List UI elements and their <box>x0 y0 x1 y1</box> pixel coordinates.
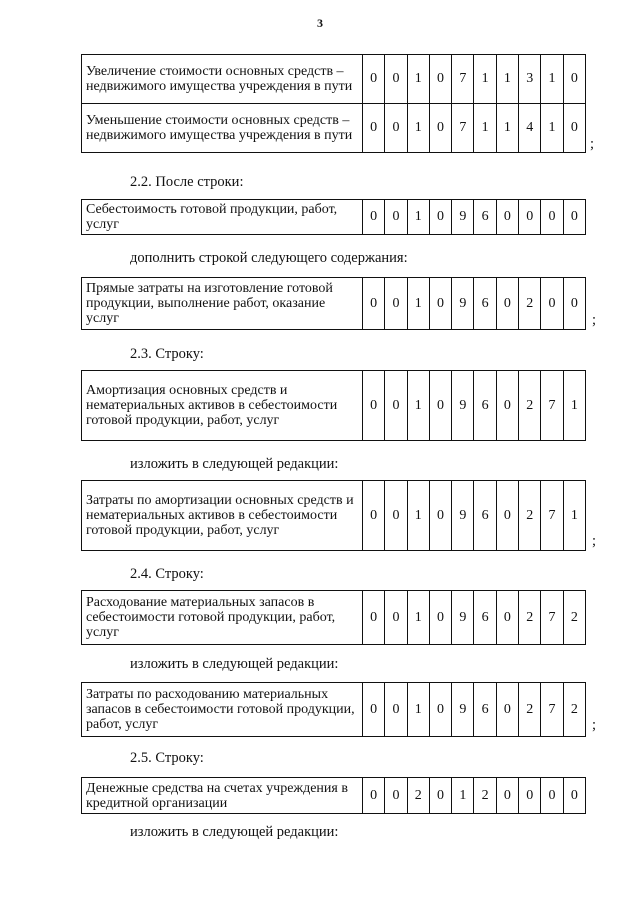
row-label: Увеличение стоимости основных средств – недвижимого имущества учреждения в пути <box>82 55 363 104</box>
code-digit: 9 <box>452 591 474 645</box>
instruction-text: 2.3. Строку: <box>130 346 204 362</box>
account-table <box>81 682 586 737</box>
account-table <box>81 590 586 645</box>
code-digit: 1 <box>541 104 563 153</box>
semicolon: ; <box>590 136 595 152</box>
table-row <box>82 683 586 737</box>
code-digit: 0 <box>385 278 407 330</box>
code-digit: 0 <box>385 371 407 441</box>
account-table <box>81 370 586 441</box>
row-label: Затраты по расходованию материальных запасов в себестоимости готовой продукции, работ, услуг <box>82 683 363 737</box>
code-digit: 0 <box>429 778 451 814</box>
table-row <box>82 371 586 441</box>
code-digit: 6 <box>474 371 496 441</box>
code-digit: 9 <box>452 683 474 737</box>
code-digit: 6 <box>474 481 496 551</box>
code-digit: 1 <box>407 591 429 645</box>
code-digit: 0 <box>563 278 585 330</box>
code-digit: 0 <box>429 55 451 104</box>
code-digit: 7 <box>541 591 563 645</box>
code-digit: 7 <box>541 683 563 737</box>
code-digit: 1 <box>407 104 429 153</box>
code-digit: 0 <box>496 481 518 551</box>
account-table <box>81 54 586 153</box>
code-digit: 1 <box>407 55 429 104</box>
code-digit: 0 <box>563 104 585 153</box>
code-digit: 6 <box>474 591 496 645</box>
code-digit: 7 <box>452 55 474 104</box>
table-row <box>82 55 586 104</box>
code-digit: 7 <box>541 371 563 441</box>
code-digit: 0 <box>429 200 451 235</box>
code-digit: 0 <box>363 591 385 645</box>
account-table <box>81 480 586 551</box>
code-digit: 0 <box>429 591 451 645</box>
code-digit: 7 <box>541 481 563 551</box>
code-digit: 0 <box>429 371 451 441</box>
code-digit: 2 <box>407 778 429 814</box>
code-digit: 0 <box>496 591 518 645</box>
code-digit: 0 <box>363 278 385 330</box>
code-digit: 0 <box>385 683 407 737</box>
code-digit: 0 <box>541 278 563 330</box>
semicolon: ; <box>592 533 597 549</box>
code-digit: 0 <box>363 200 385 235</box>
code-digit: 0 <box>519 200 541 235</box>
code-digit: 9 <box>452 371 474 441</box>
code-digit: 0 <box>496 278 518 330</box>
page-number: 3 <box>317 16 323 30</box>
code-digit: 2 <box>563 683 585 737</box>
code-digit: 6 <box>474 200 496 235</box>
code-digit: 0 <box>385 104 407 153</box>
code-digit: 2 <box>519 481 541 551</box>
code-digit: 0 <box>429 104 451 153</box>
code-digit: 1 <box>474 104 496 153</box>
code-digit: 1 <box>474 55 496 104</box>
code-digit: 9 <box>452 481 474 551</box>
code-digit: 6 <box>474 683 496 737</box>
instruction-text: 2.4. Строку: <box>130 566 204 582</box>
table-row <box>82 591 586 645</box>
code-digit: 1 <box>407 371 429 441</box>
code-digit: 0 <box>496 778 518 814</box>
row-label: Амортизация основных средств и нематериальных активов в себестоимости готовой продукции, работ, услуг <box>82 371 363 441</box>
code-digit: 1 <box>407 481 429 551</box>
table-row <box>82 778 586 814</box>
code-digit: 9 <box>452 278 474 330</box>
code-digit: 0 <box>541 200 563 235</box>
code-digit: 0 <box>429 278 451 330</box>
instruction-text: изложить в следующей редакции: <box>130 656 339 672</box>
semicolon: ; <box>592 312 597 328</box>
table-row <box>82 278 586 330</box>
code-digit: 0 <box>385 200 407 235</box>
table-row <box>82 104 586 153</box>
code-digit: 0 <box>385 481 407 551</box>
code-digit: 1 <box>407 200 429 235</box>
code-digit: 2 <box>519 683 541 737</box>
code-digit: 0 <box>563 200 585 235</box>
code-digit: 0 <box>519 778 541 814</box>
code-digit: 0 <box>363 104 385 153</box>
code-digit: 0 <box>363 683 385 737</box>
code-digit: 2 <box>519 591 541 645</box>
instruction-text: изложить в следующей редакции: <box>130 824 339 840</box>
code-digit: 0 <box>563 778 585 814</box>
code-digit: 6 <box>474 278 496 330</box>
code-digit: 0 <box>385 591 407 645</box>
instruction-text: изложить в следующей редакции: <box>130 456 339 472</box>
code-digit: 2 <box>519 278 541 330</box>
code-digit: 0 <box>496 683 518 737</box>
row-label: Затраты по амортизации основных средств и нематериальных активов в себестоимости готовой продукции, работ, услуг <box>82 481 363 551</box>
code-digit: 0 <box>429 481 451 551</box>
account-table <box>81 777 586 814</box>
code-digit: 0 <box>496 371 518 441</box>
account-table <box>81 199 586 235</box>
code-digit: 0 <box>541 778 563 814</box>
row-label: Уменьшение стоимости основных средств – недвижимого имущества учреждения в пути <box>82 104 363 153</box>
code-digit: 1 <box>496 55 518 104</box>
code-digit: 1 <box>452 778 474 814</box>
code-digit: 0 <box>363 778 385 814</box>
instruction-text: дополнить строкой следующего содержания: <box>130 250 408 266</box>
row-label: Расходование материальных запасов в себестоимости готовой продукции, работ, услуг <box>82 591 363 645</box>
code-digit: 4 <box>519 104 541 153</box>
instruction-text: 2.2. После строки: <box>130 174 244 190</box>
code-digit: 0 <box>429 683 451 737</box>
code-digit: 3 <box>519 55 541 104</box>
code-digit: 1 <box>407 278 429 330</box>
table-row <box>82 200 586 235</box>
code-digit: 0 <box>385 55 407 104</box>
code-digit: 7 <box>452 104 474 153</box>
code-digit: 2 <box>563 591 585 645</box>
code-digit: 9 <box>452 200 474 235</box>
code-digit: 2 <box>519 371 541 441</box>
row-label: Прямые затраты на изготовление готовой продукции, выполнение работ, оказание услуг <box>82 278 363 330</box>
row-label: Себестоимость готовой продукции, работ, услуг <box>82 200 363 235</box>
code-digit: 1 <box>496 104 518 153</box>
code-digit: 0 <box>363 55 385 104</box>
code-digit: 0 <box>385 778 407 814</box>
table-row <box>82 481 586 551</box>
instruction-text: 2.5. Строку: <box>130 750 204 766</box>
semicolon: ; <box>592 717 597 733</box>
code-digit: 0 <box>363 481 385 551</box>
account-table <box>81 277 586 330</box>
code-digit: 0 <box>363 371 385 441</box>
row-label: Денежные средства на счетах учреждения в кредитной организации <box>82 778 363 814</box>
code-digit: 1 <box>541 55 563 104</box>
code-digit: 1 <box>563 481 585 551</box>
code-digit: 0 <box>496 200 518 235</box>
code-digit: 2 <box>474 778 496 814</box>
code-digit: 1 <box>563 371 585 441</box>
code-digit: 1 <box>407 683 429 737</box>
code-digit: 0 <box>563 55 585 104</box>
